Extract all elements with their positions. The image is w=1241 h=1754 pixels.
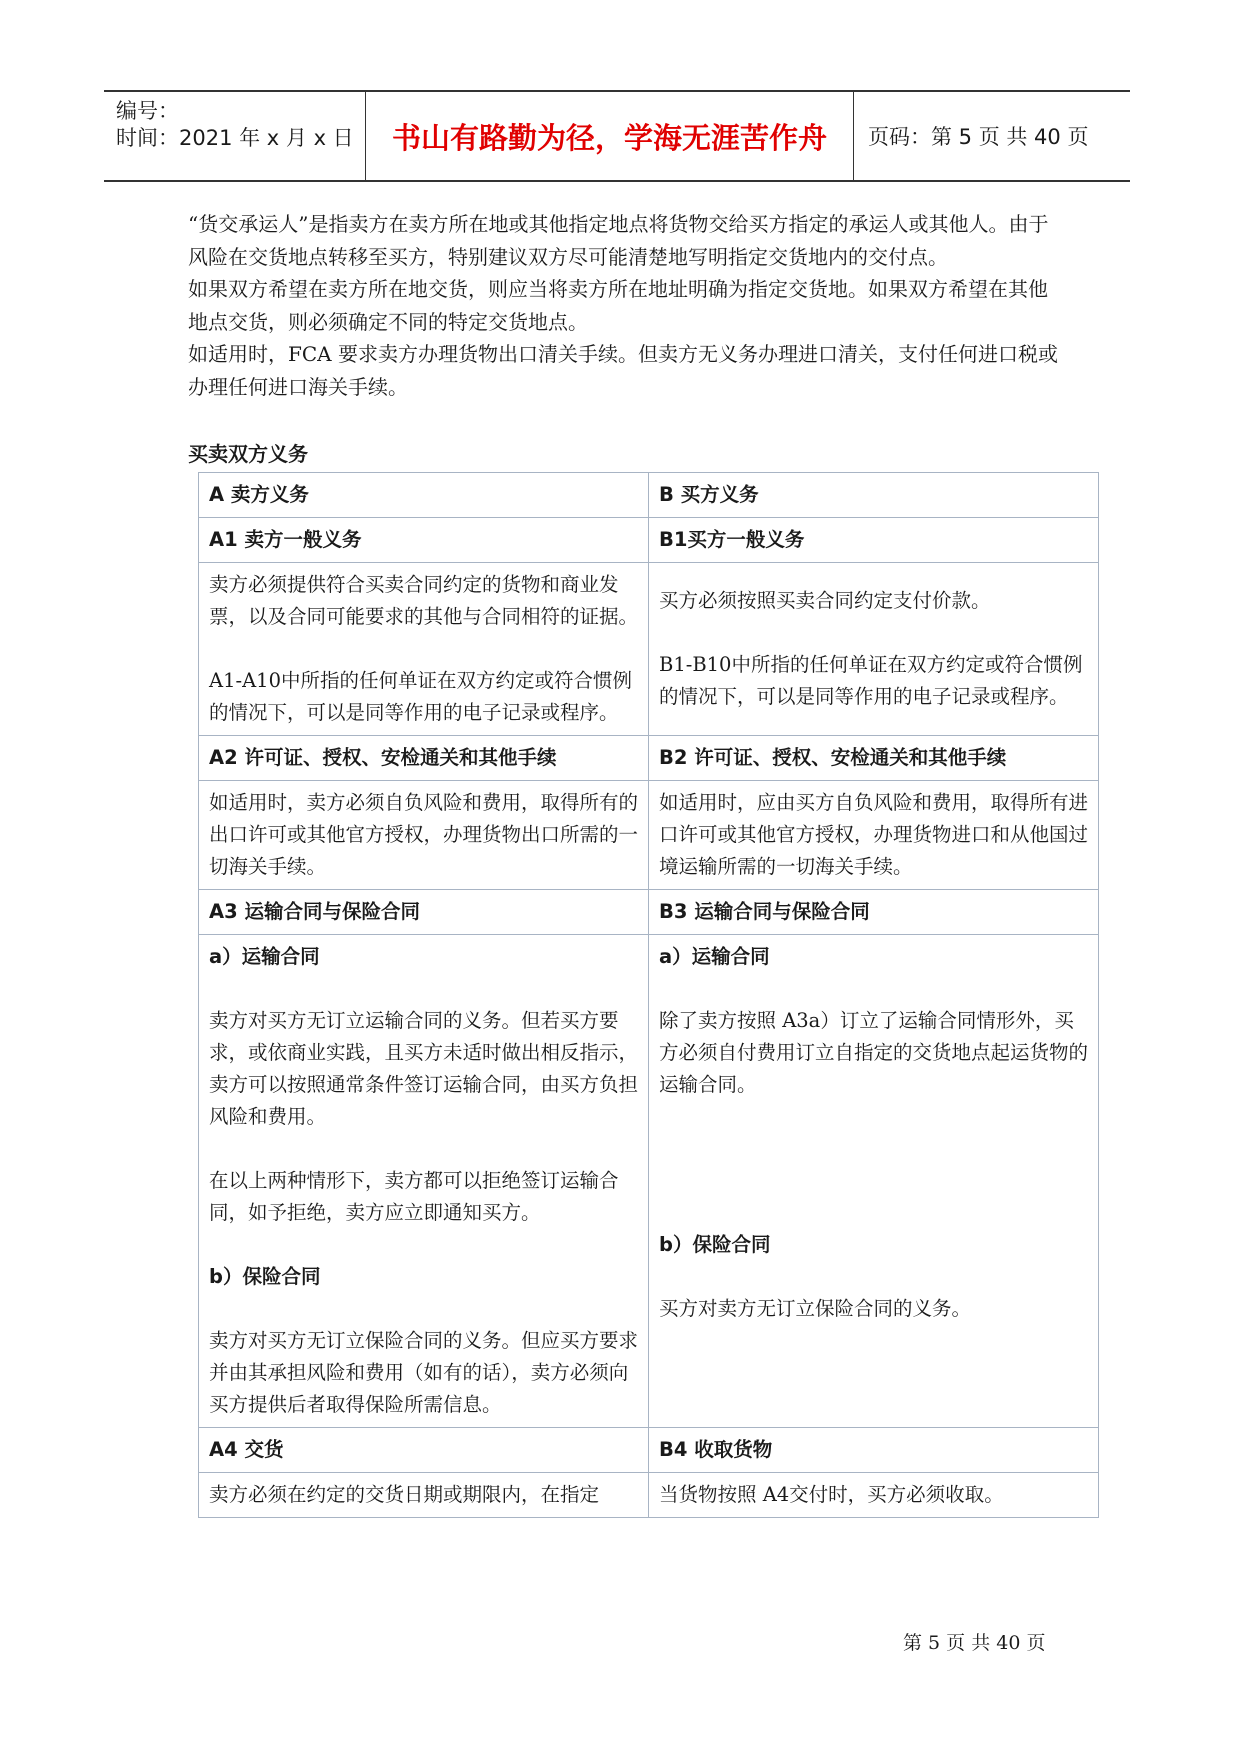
b4-title: B4 收取货物 [649,1428,1099,1473]
b3-content [649,935,1099,1428]
document-time-label: 时间：2021 年 x 月 x 日 [116,126,354,150]
a1-content [199,563,649,736]
a3-content [199,935,649,1428]
table-row [199,890,1099,935]
a3-subheading: b）保险合同 [209,1265,321,1288]
intro-paragraph: 如适用时，FCA 要求卖方办理货物出口清关手续。但卖方无义务办理进口清关，支付任何进口税或办理任何进口海关手续。 [188,342,1058,399]
a1-paragraph: A1-A10中所指的任何单证在双方约定或符合惯例的情况下，可以是同等作用的电子记录或程序。 [209,669,632,724]
b1-title: B1买方一般义务 [649,518,1099,563]
a4-content: 卖方必须在约定的交货日期或期限内，在指定 [199,1473,649,1518]
table-row [199,1473,1099,1518]
b1-paragraph: 买方必须按照买卖合同约定支付价款。 [659,589,991,612]
b1-paragraph: B1-B10中所指的任何单证在双方约定或符合惯例的情况下，可以是同等作用的电子记录或程序。 [659,653,1083,708]
table-row [199,563,1099,736]
a3-subheading: a）运输合同 [209,945,320,968]
a1-paragraph: 卖方必须提供符合买卖合同约定的货物和商业发票，以及合同可能要求的其他与合同相符的证据。 [209,573,639,628]
section-title: 买卖双方义务 [188,442,308,466]
page-header [104,90,1130,182]
page-footer: 第 5 页 共 40 页 [903,1632,1046,1654]
a2-content: 如适用时，卖方必须自负风险和费用，取得所有的出口许可或其他官方授权，办理货物出口所需的一切海关手续。 [199,781,649,890]
header-page-number: 页码：第 5 页 共 40 页 [868,125,1089,149]
b2-title: B2 许可证、授权、安检通关和其他手续 [649,736,1099,781]
intro-paragraph: “货交承运人”是指卖方在卖方所在地或其他指定地点将货物交给买方指定的承运人或其他人。由于风险在交货地点转移至买方，特别建议双方尽可能清楚地写明指定交货地内的交付点。 [188,212,1049,269]
b3-paragraph: 买方对卖方无订立保险合同的义务。 [659,1297,972,1320]
a1-title: A1 卖方一般义务 [199,518,649,563]
b3-subheading: a）运输合同 [659,945,770,968]
table-row [199,473,1099,518]
b4-content: 当货物按照 A4交付时，买方必须收取。 [649,1473,1099,1518]
a3-title: A3 运输合同与保险合同 [199,890,649,935]
a3-paragraph: 在以上两种情形下，卖方都可以拒绝签订运输合同，如予拒绝，卖方应立即通知买方。 [209,1169,619,1224]
table-row [199,1428,1099,1473]
table-row [199,518,1099,563]
b1-content [649,563,1099,736]
a3-paragraph: 卖方对买方无订立运输合同的义务。但若买方要求，或依商业实践，且买方未适时做出相反指示，卖方可以按照通常条件签订运输合同，由买方负担风险和费用。 [209,1009,639,1128]
a3-paragraph: 卖方对买方无订立保险合同的义务。但应买方要求并由其承担风险和费用（如有的话），卖方必须向买方提供后者取得保险所需信息。 [209,1329,639,1416]
header-motto: 书山有路勤为径，学海无涯苦作舟 [366,92,854,180]
document-number-label: 编号： [116,99,179,123]
header-meta [104,92,366,180]
a4-title: A4 交货 [199,1428,649,1473]
b3-title: B3 运输合同与保险合同 [649,890,1099,935]
intro-paragraph: 如果双方希望在卖方所在地交货，则应当将卖方所在地址明确为指定交货地。如果双方希望在其他地点交货，则必须确定不同的特定交货地点。 [188,277,1048,334]
b3-subheading: b）保险合同 [659,1233,771,1256]
table-row [199,736,1099,781]
table-row [199,781,1099,890]
b2-content: 如适用时，应由买方自负风险和费用，取得所有进口许可或其他官方授权，办理货物进口和从他国过境运输所需的一切海关手续。 [649,781,1099,890]
a2-title: A2 许可证、授权、安检通关和其他手续 [199,736,649,781]
intro-text [188,208,1058,403]
column-header-seller: A 卖方义务 [199,473,649,518]
obligations-table [198,472,1099,1518]
table-row [199,935,1099,1428]
b3-paragraph: 除了卖方按照 A3a）订立了运输合同情形外，买方必须自付费用订立自指定的交货地点起运货物的运输合同。 [659,1009,1089,1096]
column-header-buyer: B 买方义务 [649,473,1099,518]
